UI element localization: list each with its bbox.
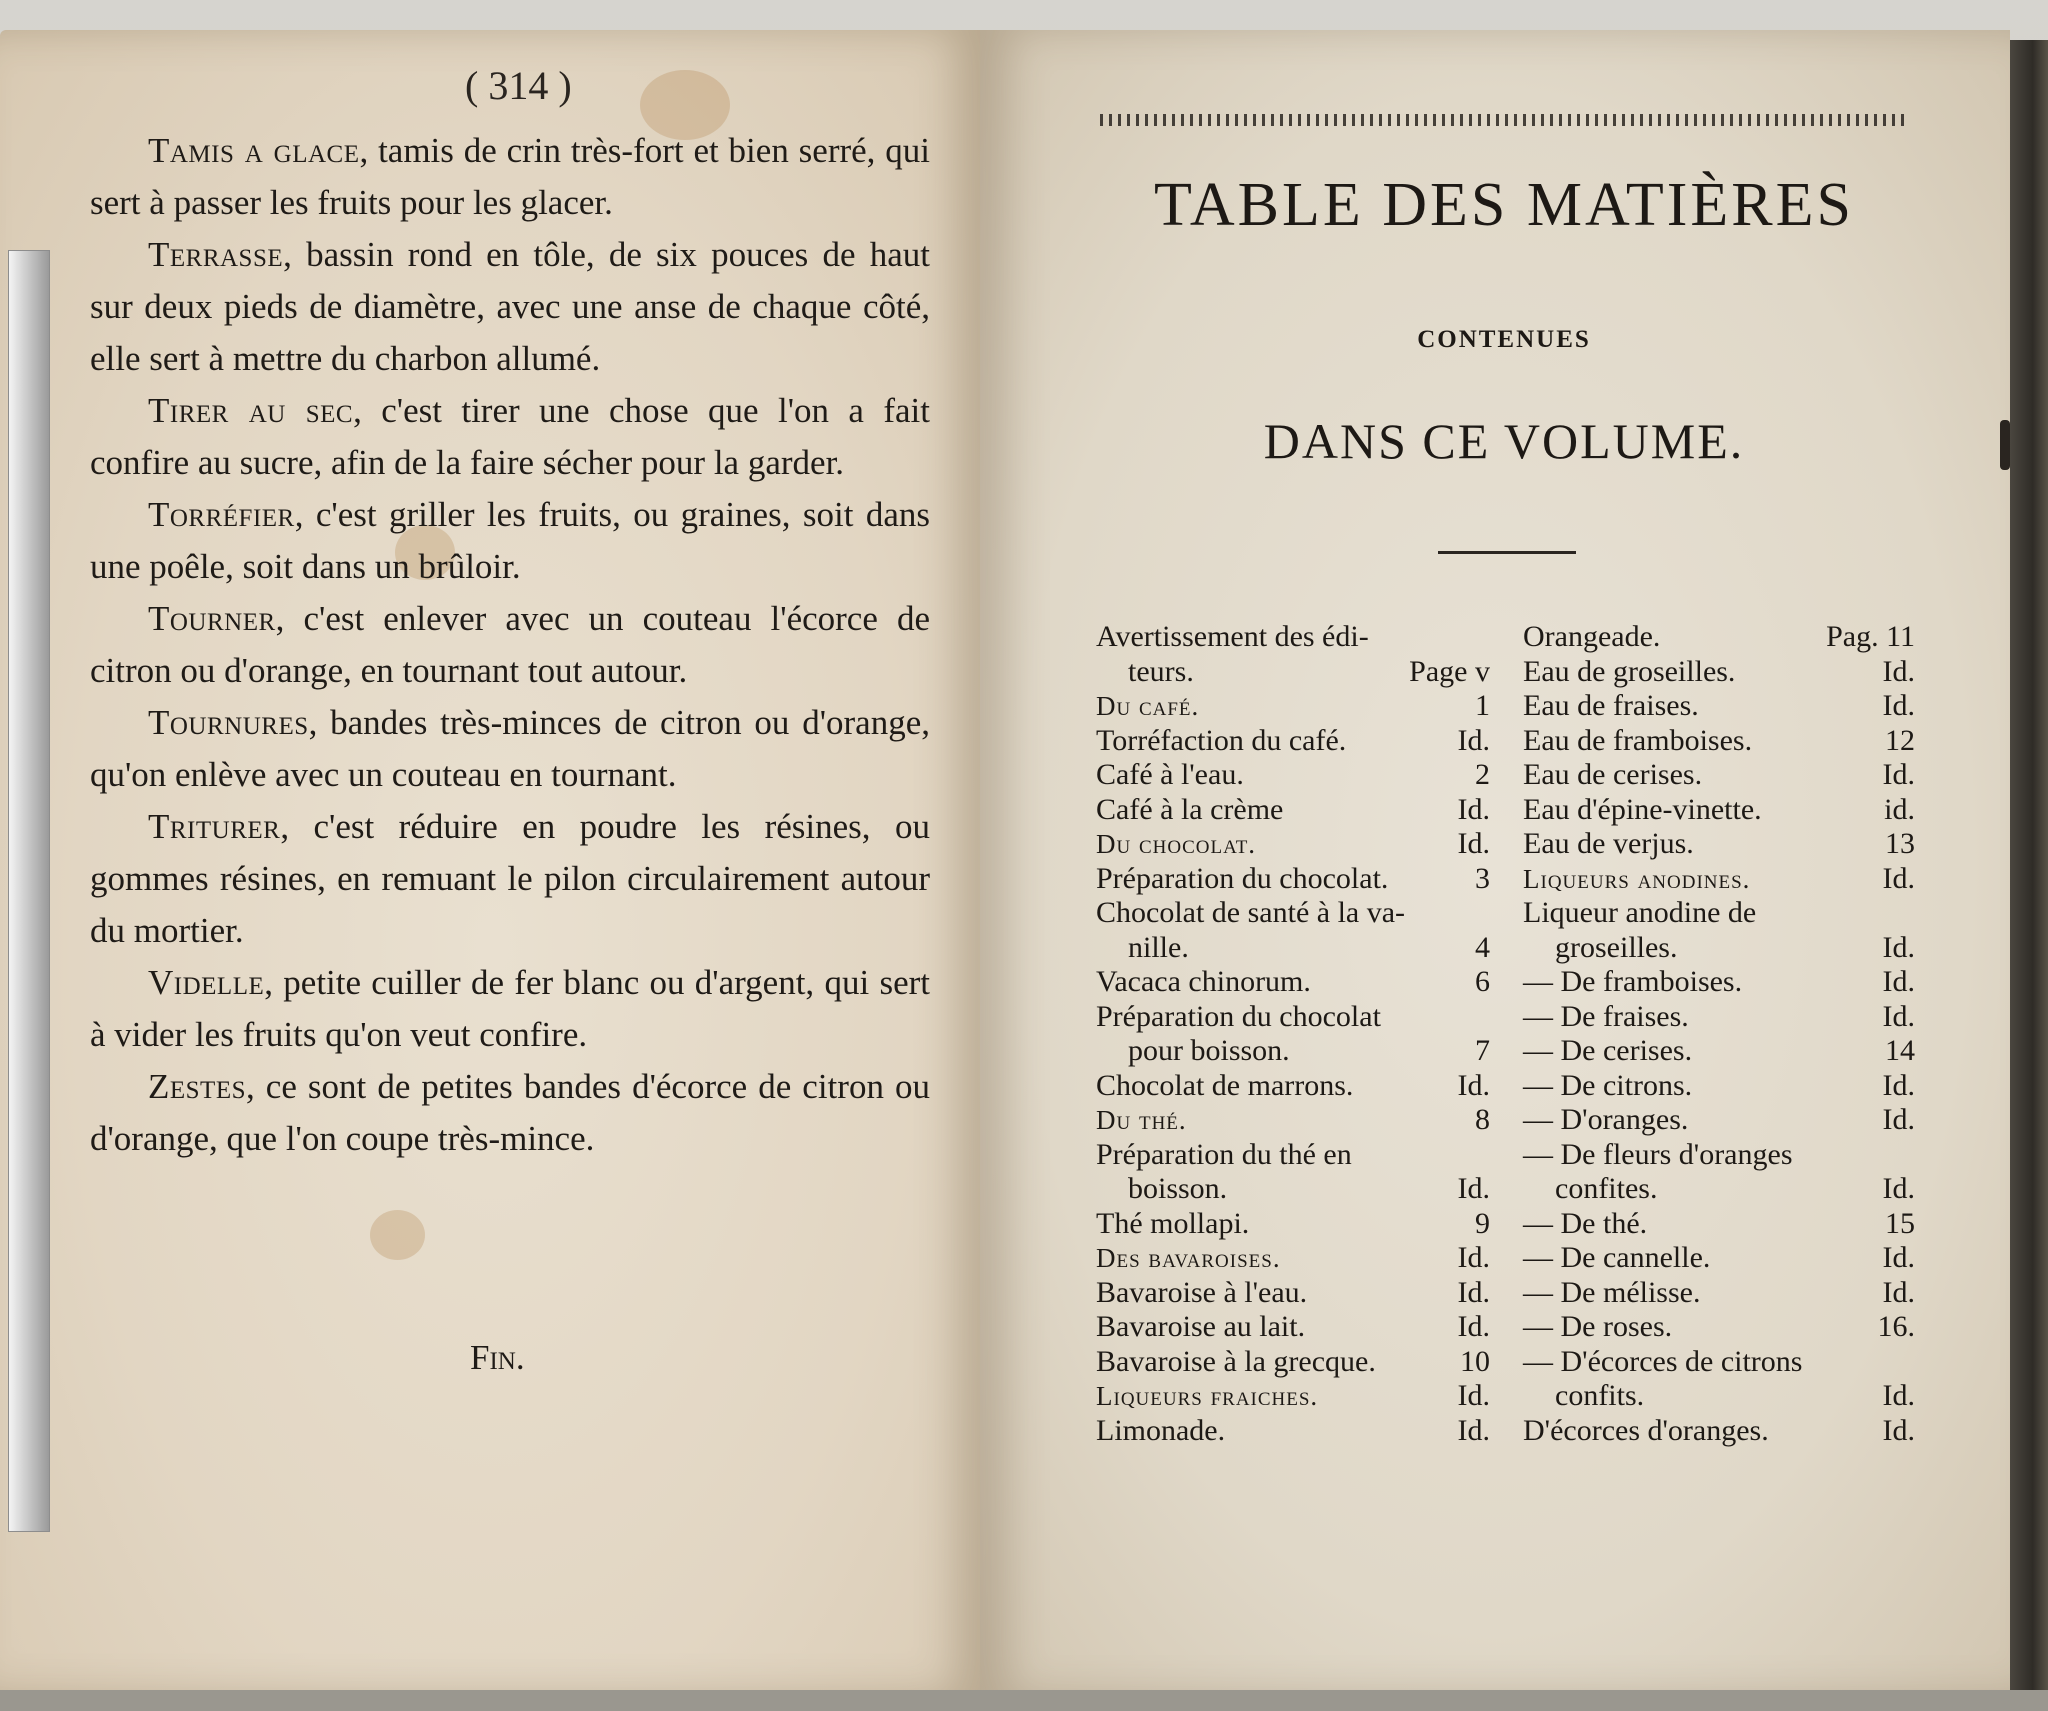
- toc-entry: [1523, 1138, 1915, 1173]
- toc-entry-title: Du thé.: [1096, 1105, 1187, 1135]
- glossary-entry: [90, 229, 930, 385]
- glossary-term: Videlle: [148, 963, 265, 1002]
- glossary: [90, 125, 930, 1165]
- toc-entry: [1523, 827, 1915, 862]
- toc-entry-title: Préparation du chocolat.: [1096, 861, 1389, 895]
- toc-entry-page: [1450, 620, 1490, 655]
- glossary-definition: , bandes très-minces de citron ou d'orange, qu'on enlève avec un couteau en tournant.: [90, 703, 930, 794]
- toc-entry-page: [1450, 1000, 1490, 1035]
- toc-entry-page: 7: [1475, 1034, 1490, 1067]
- toc-entry: [1523, 1172, 1915, 1207]
- glossary-term: Tournures: [148, 703, 309, 742]
- toc-entry: [1523, 931, 1915, 966]
- toc-entry-page: [1450, 1138, 1490, 1173]
- toc-entry-page: Id.: [1882, 689, 1915, 722]
- toc-entry-title: Eau d'épine-vinette.: [1523, 792, 1762, 826]
- toc-entry-page: 16.: [1877, 1310, 1915, 1343]
- glossary-definition: , tamis de crin très-fort et bien serré, qui sert à passer les fruits pour les glacer.: [90, 131, 930, 222]
- toc-entry-title: nille.: [1128, 930, 1189, 964]
- toc-entry-page: Id.: [1882, 861, 1915, 895]
- glossary-definition: , petite cuiller de fer blanc ou d'argent, qui sert à vider les fruits qu'on veut confire.: [90, 963, 930, 1054]
- toc-entry-page: id.: [1884, 792, 1915, 826]
- toc-entry: [1523, 1310, 1915, 1345]
- toc-entry: [1096, 1069, 1490, 1104]
- toc-entry-page: Id.: [1882, 1275, 1915, 1309]
- toc-entry: [1523, 1000, 1915, 1035]
- toc-entry: [1096, 758, 1490, 793]
- toc-entry: [1523, 620, 1915, 655]
- glossary-entry: [90, 385, 930, 489]
- toc-entry-page: 13: [1885, 827, 1915, 860]
- glossary-entry: [90, 593, 930, 697]
- toc-subtitle-2: DANS CE VOLUME.: [1263, 413, 1745, 469]
- toc-entry-title: boisson.: [1128, 1172, 1228, 1205]
- toc-entry-title: Eau de groseilles.: [1523, 654, 1736, 688]
- toc-entry-title: Vacaca chinorum.: [1096, 965, 1311, 998]
- glossary-term: Tirer au sec: [148, 391, 354, 430]
- glossary-definition: , bassin rond en tôle, de six pouces de haut sur deux pieds de diamètre, avec une anse de chaque côté, elle sert à mettre du charbon allumé.: [90, 235, 930, 378]
- toc-entry: [1096, 1414, 1490, 1449]
- toc-entry-title: groseilles.: [1555, 930, 1678, 964]
- toc-entry-title: Eau de cerises.: [1523, 758, 1703, 791]
- toc-entry-page: Pag. 11: [1826, 620, 1915, 653]
- toc-entry: [1523, 689, 1915, 724]
- bookmark-strip: [8, 250, 50, 1532]
- book-cover-edge: [2010, 40, 2048, 1700]
- toc-entry-page: Id.: [1882, 1379, 1915, 1412]
- toc-entry-title: — De roses.: [1523, 1310, 1673, 1343]
- toc-entry-title: Bavaroise à la grecque.: [1096, 1344, 1376, 1378]
- toc-entry-page: [1875, 896, 1915, 931]
- toc-entry-page: 14: [1885, 1034, 1915, 1067]
- toc-entry-title: Préparation du thé en: [1096, 1137, 1352, 1171]
- glossary-entry: [90, 125, 930, 229]
- toc-entry-page: [1875, 1138, 1915, 1173]
- glossary-entry: [90, 1061, 930, 1165]
- toc-entry-title: Eau de verjus.: [1523, 827, 1694, 860]
- toc-title: TABLE DES MATIÈRES: [1153, 171, 1855, 239]
- toc-entry-page: Id.: [1457, 827, 1490, 860]
- toc-entry: [1523, 758, 1915, 793]
- end-mark: Fin.: [470, 1338, 525, 1377]
- toc-entry-page: Id.: [1882, 1103, 1915, 1136]
- toc-entry: [1096, 896, 1490, 931]
- short-rule: [1438, 551, 1576, 554]
- toc-entry: [1523, 1069, 1915, 1104]
- toc-entry-page: 4: [1475, 930, 1490, 964]
- glossary-definition: , c'est réduire en poudre les résines, ou gommes résines, en remuant le pilon circulairement autour du mortier.: [90, 807, 930, 950]
- toc-entry-title: — De cerises.: [1523, 1034, 1693, 1067]
- toc-entry: [1523, 793, 1915, 828]
- toc-entry-title: — De mélisse.: [1523, 1275, 1701, 1309]
- glossary-entry: [90, 801, 930, 957]
- toc-entry-title: — De cannelle.: [1523, 1241, 1711, 1274]
- toc-entry-page: [1450, 896, 1490, 931]
- toc-entry-title: Bavaroise au lait.: [1096, 1310, 1306, 1343]
- toc-entry-page: Id.: [1457, 1068, 1490, 1102]
- toc-entry-page: Id.: [1882, 654, 1915, 688]
- toc-entry: [1096, 965, 1490, 1000]
- toc-entry-title: Café à la crème: [1096, 792, 1284, 826]
- toc-subtitle: CONTENUES: [1417, 326, 1591, 353]
- toc-entry-title: Liqueurs fraiches.: [1096, 1381, 1319, 1411]
- toc-entry: [1096, 620, 1490, 655]
- toc-entry-title: Bavaroise à l'eau.: [1096, 1275, 1308, 1309]
- toc-entry: [1096, 793, 1490, 828]
- toc-entry-page: 6: [1475, 965, 1490, 998]
- toc-entry-page: Id.: [1457, 1413, 1490, 1447]
- toc-entry: [1523, 862, 1915, 897]
- glossary-entry: [90, 957, 930, 1061]
- toc-entry-title: Café à l'eau.: [1096, 758, 1244, 791]
- toc-entry-title: — De thé.: [1523, 1206, 1648, 1240]
- toc-entry-title: Liqueur anodine de: [1523, 896, 1757, 929]
- glossary-definition: , c'est tirer une chose que l'on a fait confire au sucre, afin de la faire sécher pour la garder.: [90, 391, 930, 482]
- toc-entry: [1096, 1207, 1490, 1242]
- toc-entry: [1523, 896, 1915, 931]
- toc-entry-title: confits.: [1555, 1379, 1645, 1412]
- toc-entry-title: Liqueurs anodines.: [1523, 863, 1751, 894]
- toc-entry: [1096, 1138, 1490, 1173]
- toc-entry-title: Des bavaroises.: [1096, 1243, 1281, 1273]
- toc-entry: [1096, 655, 1490, 690]
- toc-entry: [1096, 827, 1490, 862]
- toc-entry-page: 12: [1885, 723, 1915, 757]
- page-number: ( 314 ): [465, 63, 572, 108]
- toc-entry-title: — De fraises.: [1523, 999, 1689, 1033]
- toc-entry-page: Id.: [1457, 1172, 1490, 1205]
- toc-entry-title: confites.: [1555, 1172, 1658, 1205]
- toc-entry-page: Id.: [1882, 758, 1915, 791]
- toc-entry-page: 8: [1475, 1103, 1490, 1136]
- toc-entry-title: D'écorces d'oranges.: [1523, 1413, 1769, 1447]
- toc-entry-title: Chocolat de santé à la va-: [1096, 896, 1406, 929]
- toc-entry-page: 2: [1475, 758, 1490, 791]
- toc-entry: [1096, 1241, 1490, 1276]
- toc-entry-page: Id.: [1882, 965, 1915, 998]
- toc-entry-page: 9: [1475, 1206, 1490, 1240]
- toc-entry: [1523, 1207, 1915, 1242]
- toc-entry-page: Id.: [1882, 1413, 1915, 1447]
- toc-entry-page: Id.: [1457, 1241, 1490, 1274]
- toc-entry-title: — D'oranges.: [1523, 1103, 1689, 1136]
- toc-entry-page: Id.: [1882, 930, 1915, 964]
- toc-entry-title: Eau de fraises.: [1523, 689, 1699, 722]
- toc-entry: [1523, 965, 1915, 1000]
- toc-entry-title: Avertissement des édi-: [1096, 620, 1369, 653]
- toc-entry-title: Limonade.: [1096, 1413, 1226, 1447]
- toc-entry-page: 1: [1475, 689, 1490, 722]
- toc-entry-page: Id.: [1882, 999, 1915, 1033]
- toc-entry-title: Du café.: [1096, 691, 1200, 721]
- toc-entry-page: [1875, 1345, 1915, 1380]
- toc-entry: [1523, 1103, 1915, 1138]
- toc-entry: [1096, 931, 1490, 966]
- toc-entry: [1096, 1276, 1490, 1311]
- toc-entry-title: — D'écorces de citrons: [1523, 1344, 1803, 1378]
- toc-entry-title: pour boisson.: [1128, 1034, 1290, 1067]
- toc-entry-title: Eau de framboises.: [1523, 723, 1753, 757]
- toc-entry-title: — De citrons.: [1523, 1068, 1693, 1102]
- toc-entry-title: Chocolat de marrons.: [1096, 1068, 1354, 1102]
- glossary-term: Terrasse: [148, 235, 284, 274]
- toc-entry-page: Page v: [1409, 654, 1490, 688]
- toc-entry-title: — De fleurs d'oranges: [1523, 1137, 1793, 1171]
- toc-entry-page: Id.: [1882, 1241, 1915, 1274]
- glossary-term: Torréfier: [148, 495, 295, 534]
- toc-entry-page: 10: [1460, 1344, 1490, 1378]
- toc-column-left: [1096, 620, 1490, 1448]
- toc-entry-page: Id.: [1457, 723, 1490, 757]
- glossary-definition: , c'est enlever avec un couteau l'écorce de citron ou d'orange, en tournant tout autour.: [90, 599, 930, 690]
- toc-entry-page: 15: [1885, 1206, 1915, 1240]
- toc-entry: [1096, 1034, 1490, 1069]
- toc-entry: [1096, 1172, 1490, 1207]
- page-notch: [2000, 420, 2010, 470]
- stain: [370, 1210, 425, 1260]
- toc-entry: [1096, 1000, 1490, 1035]
- toc-entry-page: Id.: [1457, 1275, 1490, 1309]
- toc-entry-page: Id.: [1882, 1068, 1915, 1102]
- toc-entry: [1096, 1310, 1490, 1345]
- toc-entry-title: teurs.: [1128, 654, 1194, 688]
- toc-entry: [1523, 724, 1915, 759]
- toc-entry-title: Préparation du chocolat: [1096, 999, 1381, 1033]
- bottom-shadow: [0, 1690, 2048, 1711]
- glossary-entry: [90, 489, 930, 593]
- toc-entry: [1096, 862, 1490, 897]
- toc-entry: [1523, 1379, 1915, 1414]
- toc-entry: [1096, 1379, 1490, 1414]
- glossary-term: Tamis a glace: [148, 131, 360, 170]
- toc-entry: [1096, 1345, 1490, 1380]
- glossary-definition: , ce sont de petites bandes d'écorce de citron ou d'orange, que l'on coupe très-mince.: [90, 1067, 930, 1158]
- toc-entry-page: Id.: [1457, 1379, 1490, 1412]
- toc-entry: [1523, 1241, 1915, 1276]
- toc-column-right: [1523, 620, 1915, 1448]
- toc-entry-title: Thé mollapi.: [1096, 1206, 1250, 1240]
- toc-entry: [1096, 689, 1490, 724]
- toc-entry: [1096, 724, 1490, 759]
- toc-entry-page: Id.: [1882, 1172, 1915, 1205]
- toc-entry: [1096, 1103, 1490, 1138]
- toc-entry-page: Id.: [1457, 1310, 1490, 1343]
- glossary-term: Triturer: [148, 807, 281, 846]
- glossary-term: Zestes: [148, 1067, 246, 1106]
- glossary-entry: [90, 697, 930, 801]
- toc-entry: [1523, 1345, 1915, 1380]
- toc-entry: [1523, 1414, 1915, 1449]
- toc-entry-title: — De framboises.: [1523, 965, 1743, 998]
- toc-entry-title: Orangeade.: [1523, 620, 1661, 653]
- toc-entry: [1523, 655, 1915, 690]
- toc-entry-page: Id.: [1457, 792, 1490, 826]
- toc-entry: [1523, 1034, 1915, 1069]
- glossary-term: Tourner: [148, 599, 276, 638]
- toc-entry-title: Du chocolat.: [1096, 829, 1257, 859]
- toc-entry-title: Torréfaction du café.: [1096, 723, 1347, 757]
- toc-entry-page: 3: [1475, 861, 1490, 895]
- toc-entry: [1523, 1276, 1915, 1311]
- ornament-rule: [1100, 114, 1908, 126]
- glossary-definition: , c'est griller les fruits, ou graines, soit dans une poêle, soit dans un brûloir.: [90, 495, 930, 586]
